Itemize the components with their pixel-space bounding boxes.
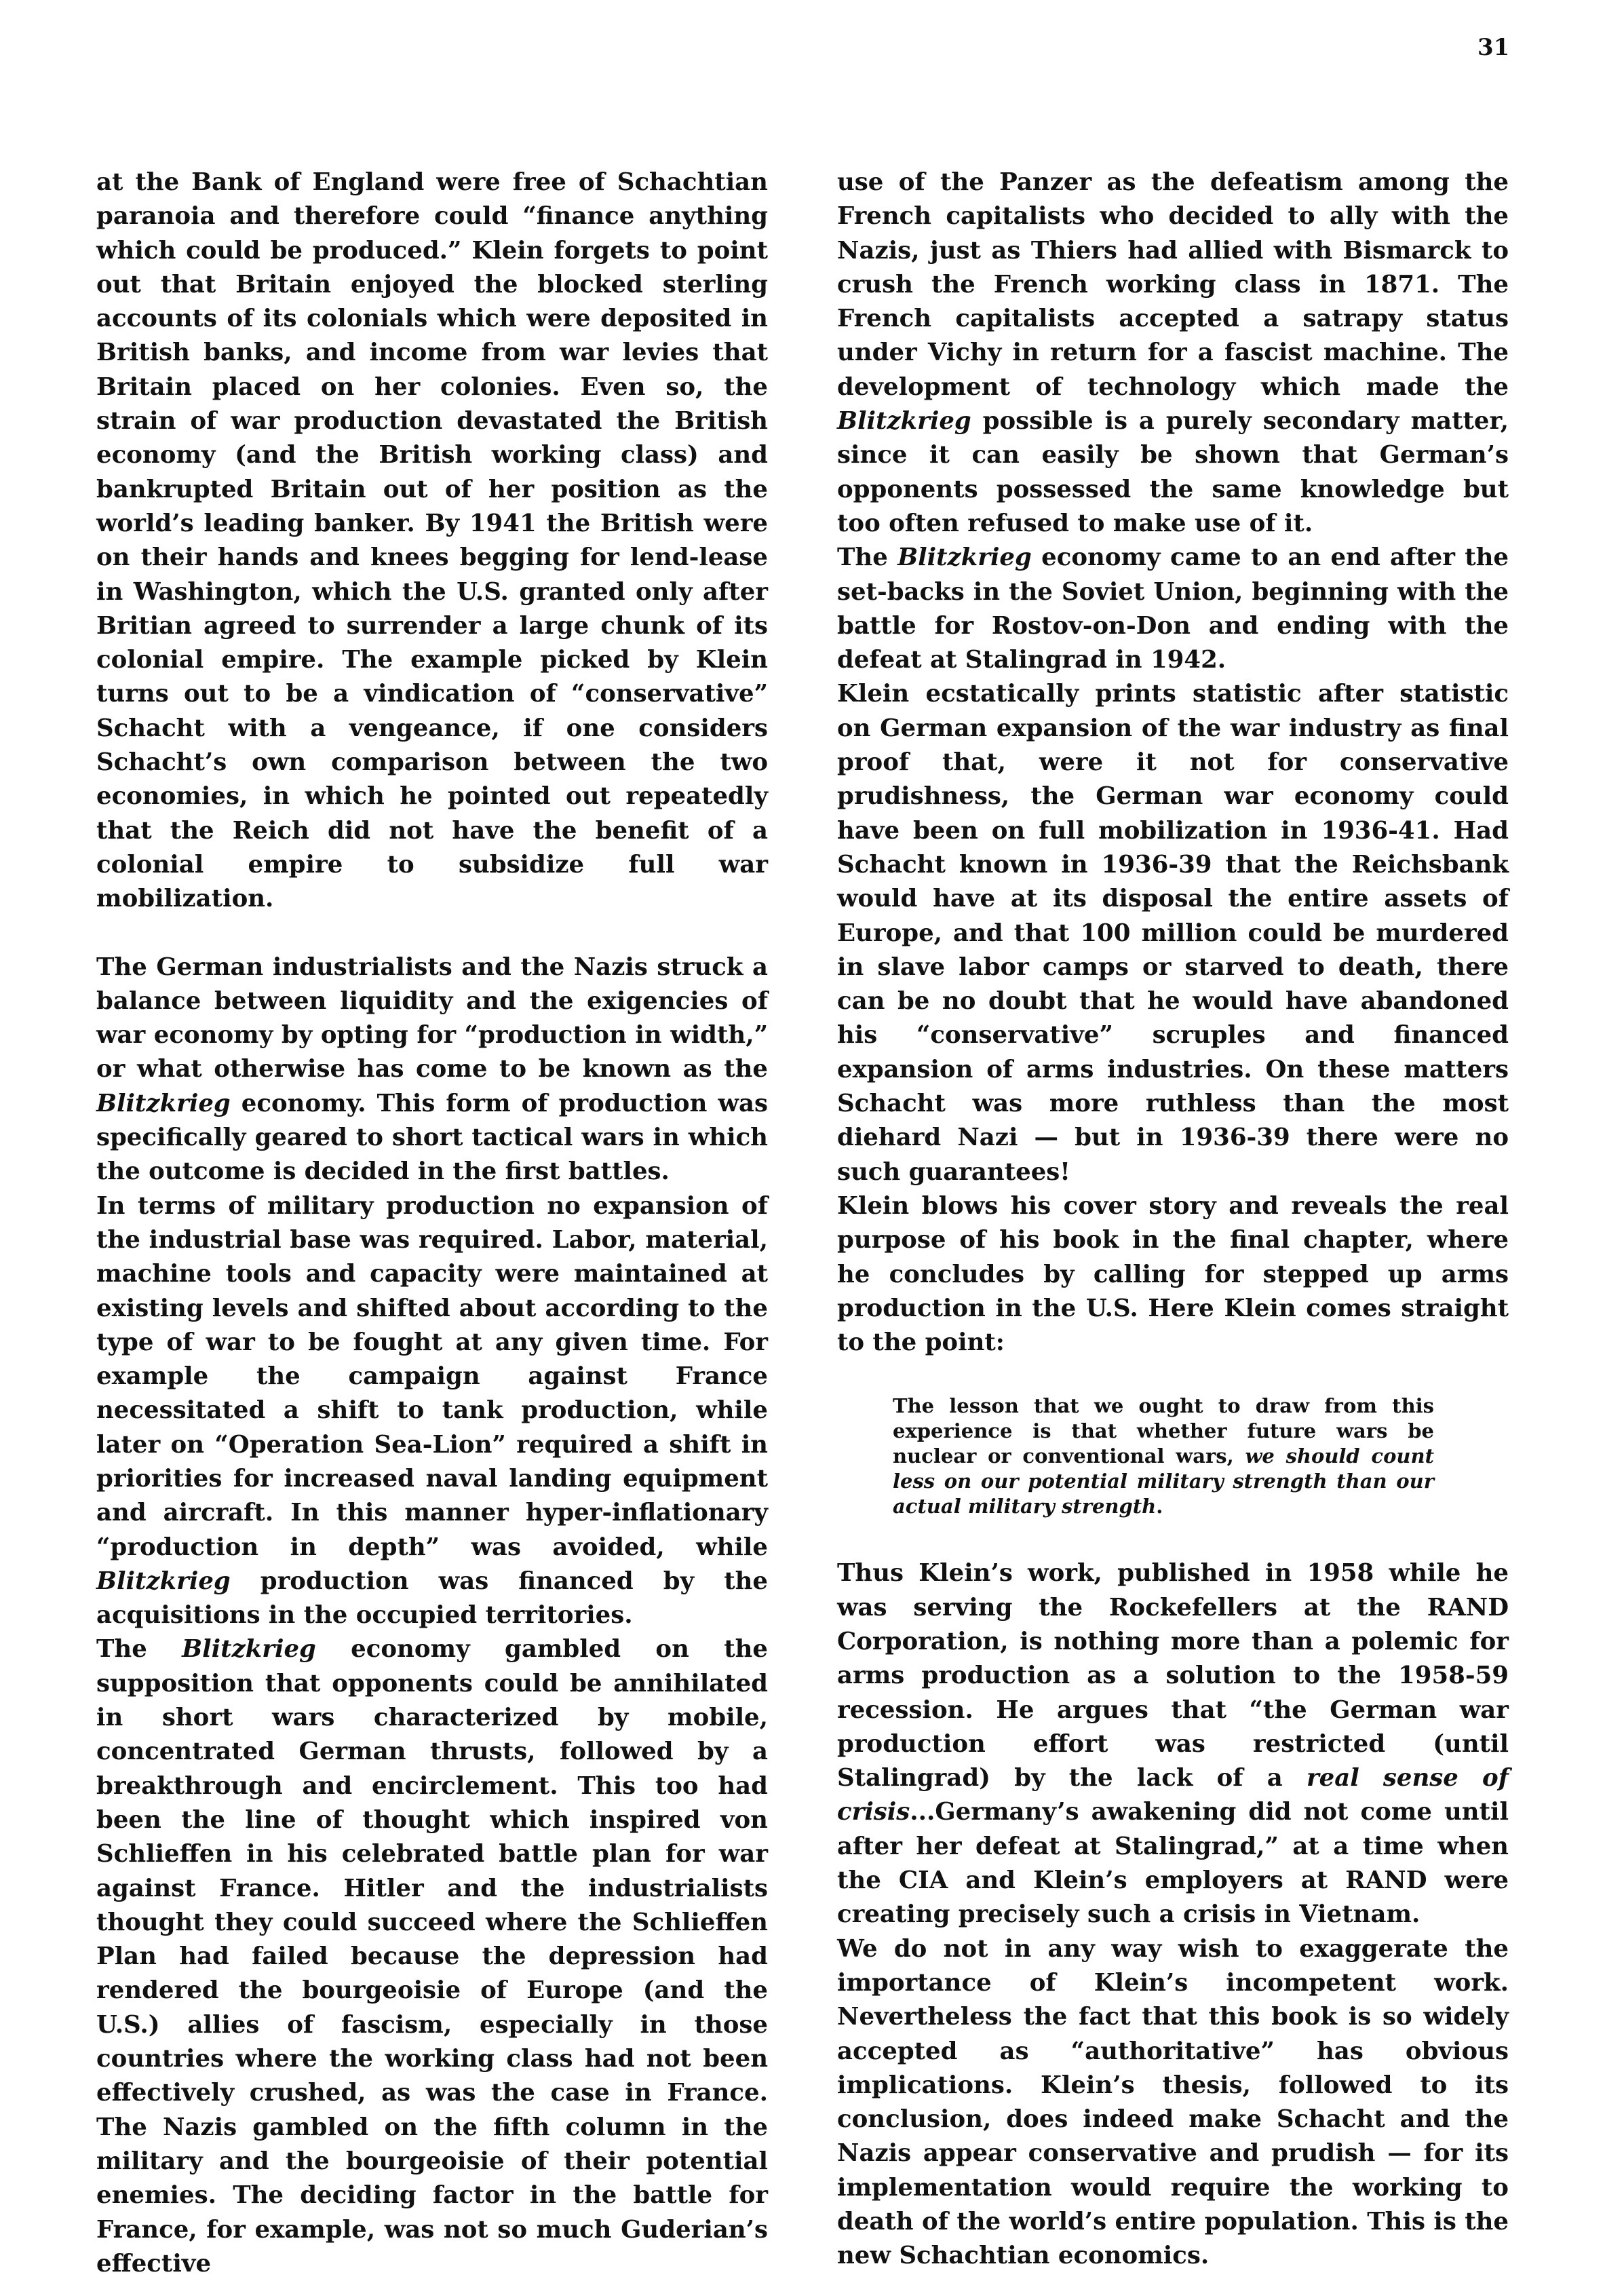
italic-text: Blitzkrieg xyxy=(837,407,971,436)
italic-text: Blitzkrieg xyxy=(182,1635,316,1664)
block-quote xyxy=(893,1394,1434,1519)
paragraph xyxy=(837,541,1509,677)
paragraph xyxy=(96,1632,768,2281)
text-span: The xyxy=(837,543,898,572)
italic-text: Blitzkrieg xyxy=(96,1567,231,1595)
text-span: The lesson that we ought to draw from this experience is that whether future wars be nuclear or conventional wars, xyxy=(893,1394,1434,1468)
text-span: The German industrialists and the Nazis struck a balance between liquidity and the exigencies of war economy by opting for “production in width,” or what otherwise has come to be known as the xyxy=(96,953,768,1084)
text-span: possible is a purely secondary matter, since it can easily be shown that German’s opponents possessed the same knowledge but too often refused to make use of it. xyxy=(837,407,1509,537)
text-span: economy. This form of production was specifically geared to short tactical wars in which the outcome is decided in the first battles. xyxy=(96,1089,768,1186)
paragraph: Klein blows his cover story and reveals the real purpose of his book in the final chapter, where he concludes by calling for stepped up arms production in the U.S. Here Klein comes straight to the point: xyxy=(837,1191,1509,1357)
left-column xyxy=(96,166,768,2281)
text-span: ...Germany’s awakening did not come until after her defeat at Stalingrad,” at a time when the CIA and Klein’s employers at RAND were creating precisely such a crisis in Vietnam. xyxy=(837,1798,1509,1929)
text-span: . xyxy=(1156,1495,1163,1518)
text-span: The xyxy=(96,1635,182,1664)
text-span: use of the Panzer as the defeatism among the French capitalists who decided to ally with the Nazis, just as Thiers had allied with Bismarck to crush the French working class in 1871. The French capitalists accepted a satrapy status under Vichy in return for a fascist machine. The development of technology which made the xyxy=(837,168,1509,401)
paragraph xyxy=(837,1556,1509,1932)
text-span: Thus Klein’s work, published in 1958 while he was serving the Rockefellers at the RAND Corporation, is nothing more than a polemic for arms production as a solution to the 1958-59 recession. He argues that “the German war production effort was restricted (until Stalingrad) by the lack of a xyxy=(837,1559,1509,1793)
italic-text: real sense of crisis xyxy=(837,1764,1509,1826)
paragraph xyxy=(837,166,1509,541)
italic-text: we should count less on our potential military strength than our actual military strength xyxy=(893,1444,1434,1518)
paragraph: We do not in any way wish to exaggerate the importance of Klein’s incompetent work. Nevertheless the fact that this book is so widely accepted as “authoritative” has obvious implications. Klein’s thesis, followed to its conclusion, does indeed make Schacht and the Nazis appear conservative and prudish — for its implementation would require the working to death of the world’s entire population. This is the new Schachtian economics. xyxy=(837,1934,1509,2270)
page-number: 31 xyxy=(1477,34,1510,61)
paragraph xyxy=(96,1189,768,1633)
text-span: In terms of military production no expansion of the industrial base was required. Labor, material, machine tools and capacity were maintained at existing levels and shifted about according to the type of war to be fought at any given time. For example the campaign against France necessitated a shift to tank production, while later on “Operation Sea-Lion” required a shift in priorities for increased naval landing equipment and aircraft. In this manner hyper-inflationary “production in depth” was avoided, while xyxy=(96,1191,768,1561)
paragraph: at the Bank of England were free of Schachtian paranoia and therefore could “finance anything which could be produced.” Klein forgets to point out that Britain enjoyed the blocked sterling accounts of its colonials which were deposited in British banks, and income from war levies that Britain placed on her colonies. Even so, the strain of war production devastated the British economy (and the British working class) and bankrupted Britain out of her position as the world’s leading banker. By 1941 the British were on their hands and knees begging for lend-lease in Washington, which the U.S. granted only after Britian agreed to surrender a large chunk of its colonial empire. The example picked by Klein turns out to be a vindication of “conservative” Schacht with a vengeance, if one considers Schacht’s own comparison between the two economies, in which he pointed out repeatedly that the Reich did not have the benefit of a colonial empire to subsidize full war mobilization. xyxy=(96,168,768,913)
text-span: economy gambled on the supposition that opponents could be annihilated in short wars characterized by mobile, concentrated German thrusts, followed by a breakthrough and encirclement. This too had been the line of thought which inspired von Schlieffen in his celebrated battle plan for war against France. Hitler and the industrialists thought they could succeed where the Schlieffen Plan had failed because the depression had rendered the bourgeoisie of Europe (and the U.S.) allies of fascism, especially in those countries where the working class had not been effectively crushed, as was the case in France. The Nazis gambled on the fifth column in the military and the bourgeoisie of their potential enemies. The deciding factor in the battle for France, for example, was not so much Guderian’s effective xyxy=(96,1635,768,2278)
text-span: economy came to an end after the set-backs in the Soviet Union, beginning with the battle for Rostov-on-Don and ending with the defeat at Stalingrad in 1942. xyxy=(837,543,1509,674)
text-span: production was financed by the acquisitions in the occupied territories. xyxy=(96,1567,768,1630)
paragraph: Klein ecstatically prints statistic after statistic on German expansion of the war industry as final proof that, were it not for conservative prudishness, the German war economy could have been on full mobilization in 1936-41. Had Schacht known in 1936-39 that the Reichsbank would have at its disposal the entire assets of Europe, and that 100 million could be murdered in slave labor camps or starved to death, there can be no doubt that he would have abandoned his “conservative” scruples and financed expansion of arms industries. On these matters Schacht was more ruthless than the most diehard Nazi — but in 1936-39 there were no such guarantees! xyxy=(837,680,1509,1186)
italic-text: Blitzkrieg xyxy=(96,1089,231,1117)
paragraph xyxy=(96,951,768,1189)
italic-text: Blitzkrieg xyxy=(897,543,1032,572)
right-column xyxy=(837,166,1509,2274)
